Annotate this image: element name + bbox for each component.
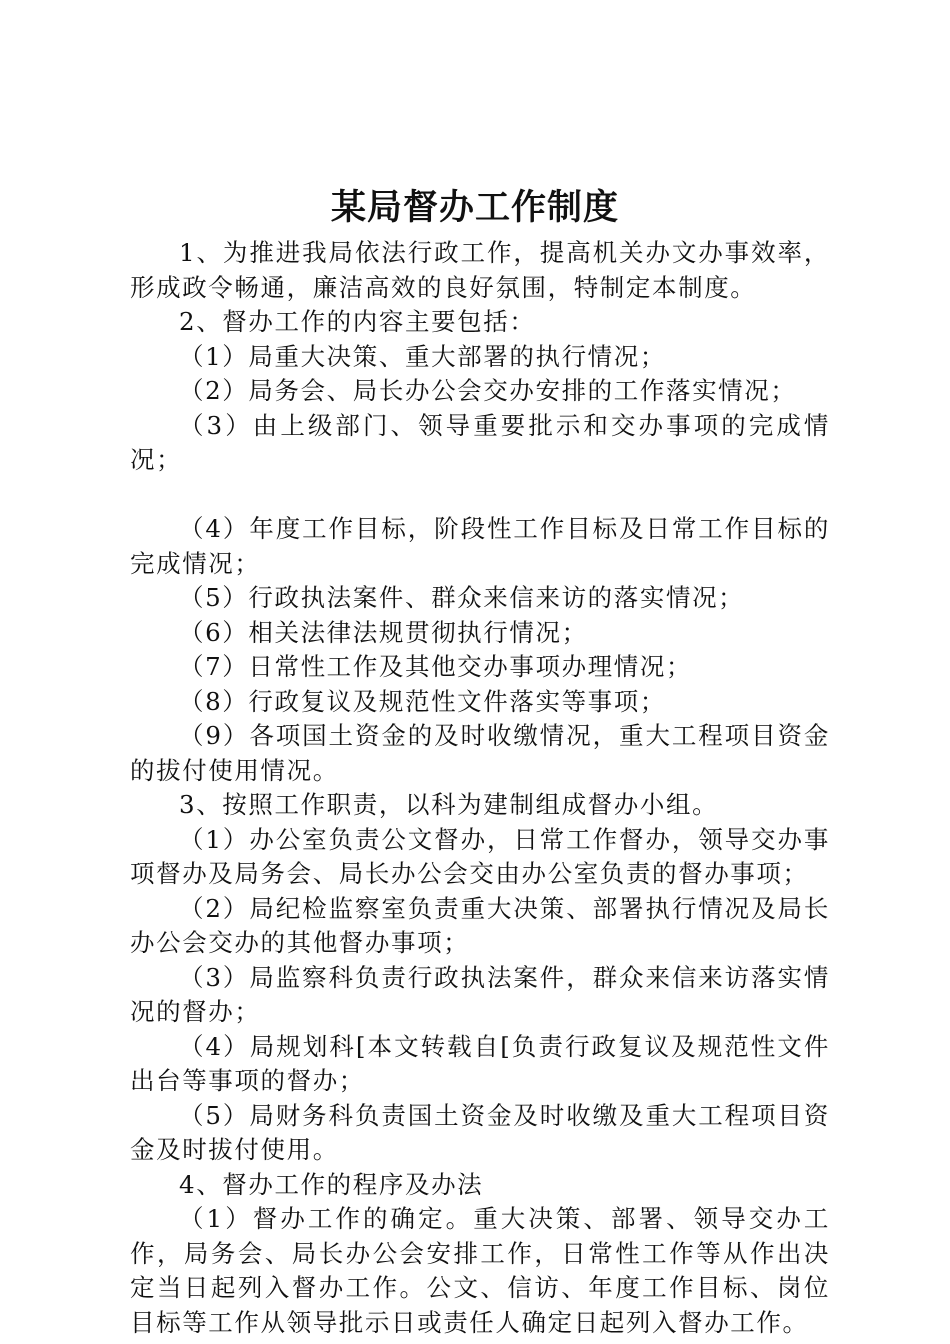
- paragraph: 4、督办工作的程序及办法: [179, 1169, 484, 1199]
- document-body: [130, 236, 830, 1340]
- list-item: （5）局财务科负责国土资金及时收缴及重大工程项目资金及时拔付使用。: [130, 1100, 830, 1164]
- paragraph: 1、为推进我局依法行政工作，提高机关办文办事效率，形成政令畅通，廉洁高效的良好氛围，特制定本制度。: [130, 238, 830, 302]
- list-item: （6）相关法律法规贯彻执行情况；: [179, 617, 588, 647]
- document-title: 某局督办工作制度: [330, 188, 619, 228]
- list-item: （4）年度工作目标，阶段性工作目标及日常工作目标的完成情况；: [130, 514, 830, 578]
- blank-line: [130, 478, 830, 513]
- list-item: （3）由上级部门、领导重要批示和交办事项的完成情况；: [130, 410, 830, 474]
- list-item: （4）局规划科[本文转载自[负责行政复议及规范性文件出台等事项的督办；: [130, 1031, 830, 1095]
- list-item: （1）办公室负责公文督办，日常工作督办，领导交办事项督办及局务会、局长办公会交由办公室负责的督办事项；: [130, 824, 830, 888]
- list-item: （2）局务会、局长办公会交办安排的工作落实情况；: [179, 376, 797, 405]
- list-item: （9）各项国土资金的及时收缴情况，重大工程项目资金的拔付使用情况。: [130, 721, 830, 785]
- paragraph: 3、按照工作职责，以科为建制组成督办小组。: [179, 790, 719, 819]
- list-item: （8）行政复议及规范性文件落实等事项；: [179, 686, 666, 716]
- list-item: （3）局监察科负责行政执法案件，群众来信来访落实情况的督办；: [130, 962, 830, 1026]
- list-item: （2）局纪检监察室负责重大决策、部署执行情况及局长办公会交办的其他督办事项；: [130, 893, 830, 957]
- list-item: （1）督办工作的确定。重大决策、部署、领导交办工作，局务会、局长办公会安排工作，日常性工作等从作出决定当日起列入督办工作。公文、信访、年度工作目标、岗位目标等工作从领导批示日或责任人确定日起列入督办工作。: [130, 1204, 830, 1337]
- list-item: （1）局重大决策、重大部署的执行情况；: [179, 341, 666, 371]
- list-item: （5）行政执法案件、群众来信来访的落实情况；: [179, 583, 745, 612]
- list-item: （7）日常性工作及其他交办事项办理情况；: [179, 652, 693, 681]
- paragraph: 2、督办工作的内容主要包括：: [179, 307, 536, 336]
